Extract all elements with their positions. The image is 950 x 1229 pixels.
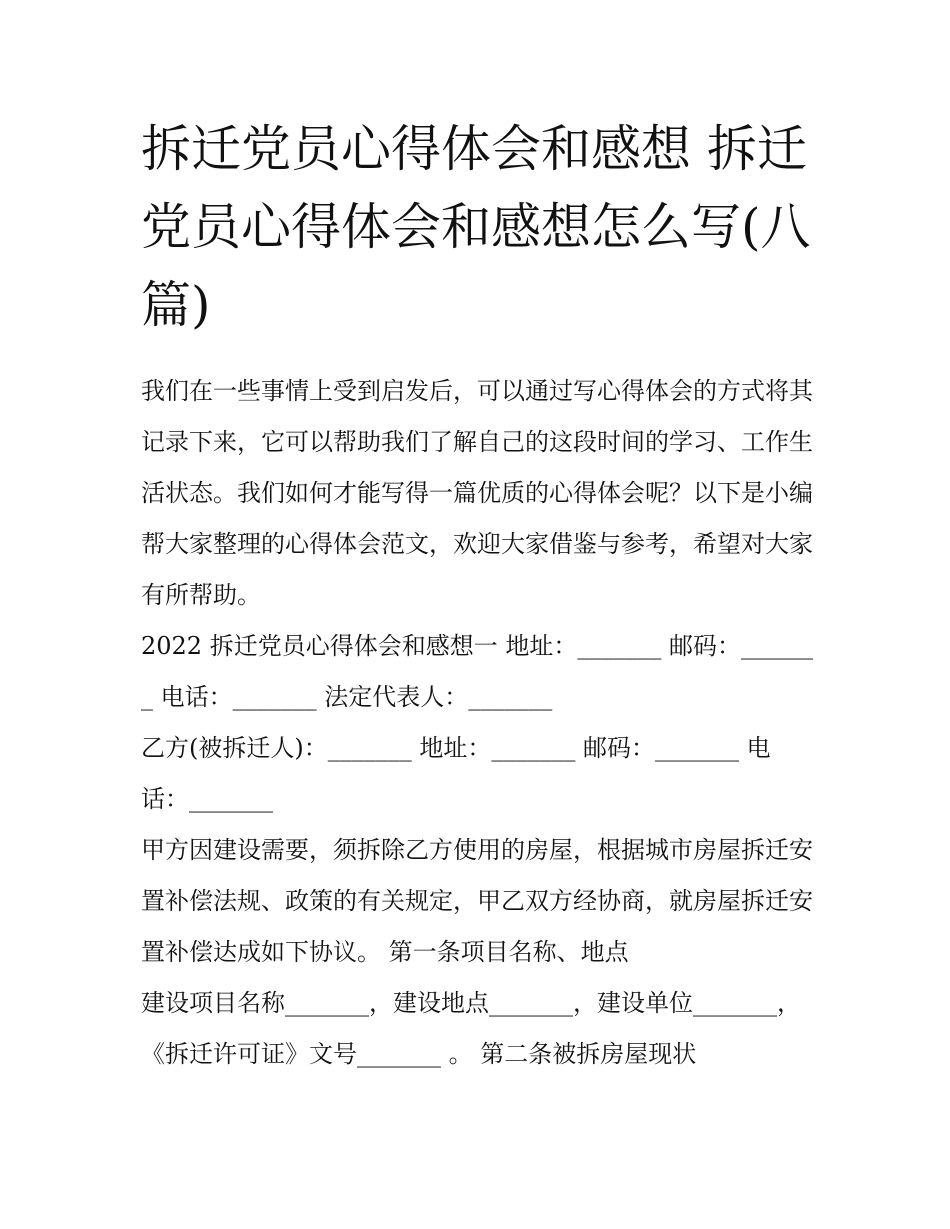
party-a-info-paragraph: 2022 拆迁党员心得体会和感想一 地址：_______ 邮码：_______ 电话：_______ 法定代表人：_______ (141, 632, 813, 711)
document-body (141, 366, 816, 1080)
project-info-paragraph: 建设项目名称_______，建设地点_______，建设单位_______，《拆迁许可证》文号_______ 。 第二条被拆房屋现状 (141, 989, 801, 1068)
party-b-info-paragraph: 乙方(被拆迁人)：_______ 地址：_______ 邮码：_______ 电话：_______ (141, 734, 771, 813)
document-title: 拆迁党员心得体会和感想 拆迁党员心得体会和感想怎么写(八篇) (141, 120, 811, 334)
document-page (141, 110, 816, 1080)
agreement-preamble-paragraph: 甲方因建设需要，须拆除乙方使用的房屋，根据城市房屋拆迁安置补偿法规、政策的有关规定，甲乙双方经协商，就房屋拆迁安置补偿达成如下协议。 第一条项目名称、地点 (141, 836, 813, 966)
intro-paragraph: 我们在一些事情上受到启发后，可以通过写心得体会的方式将其记录下来，它可以帮助我们了解自己的这段时间的学习、工作生活状态。我们如何才能写得一篇优质的心得体会呢？以下是小编帮大家整理的心得体会范文，欢迎大家借鉴与参考，希望对大家有所帮助。 (141, 377, 813, 609)
